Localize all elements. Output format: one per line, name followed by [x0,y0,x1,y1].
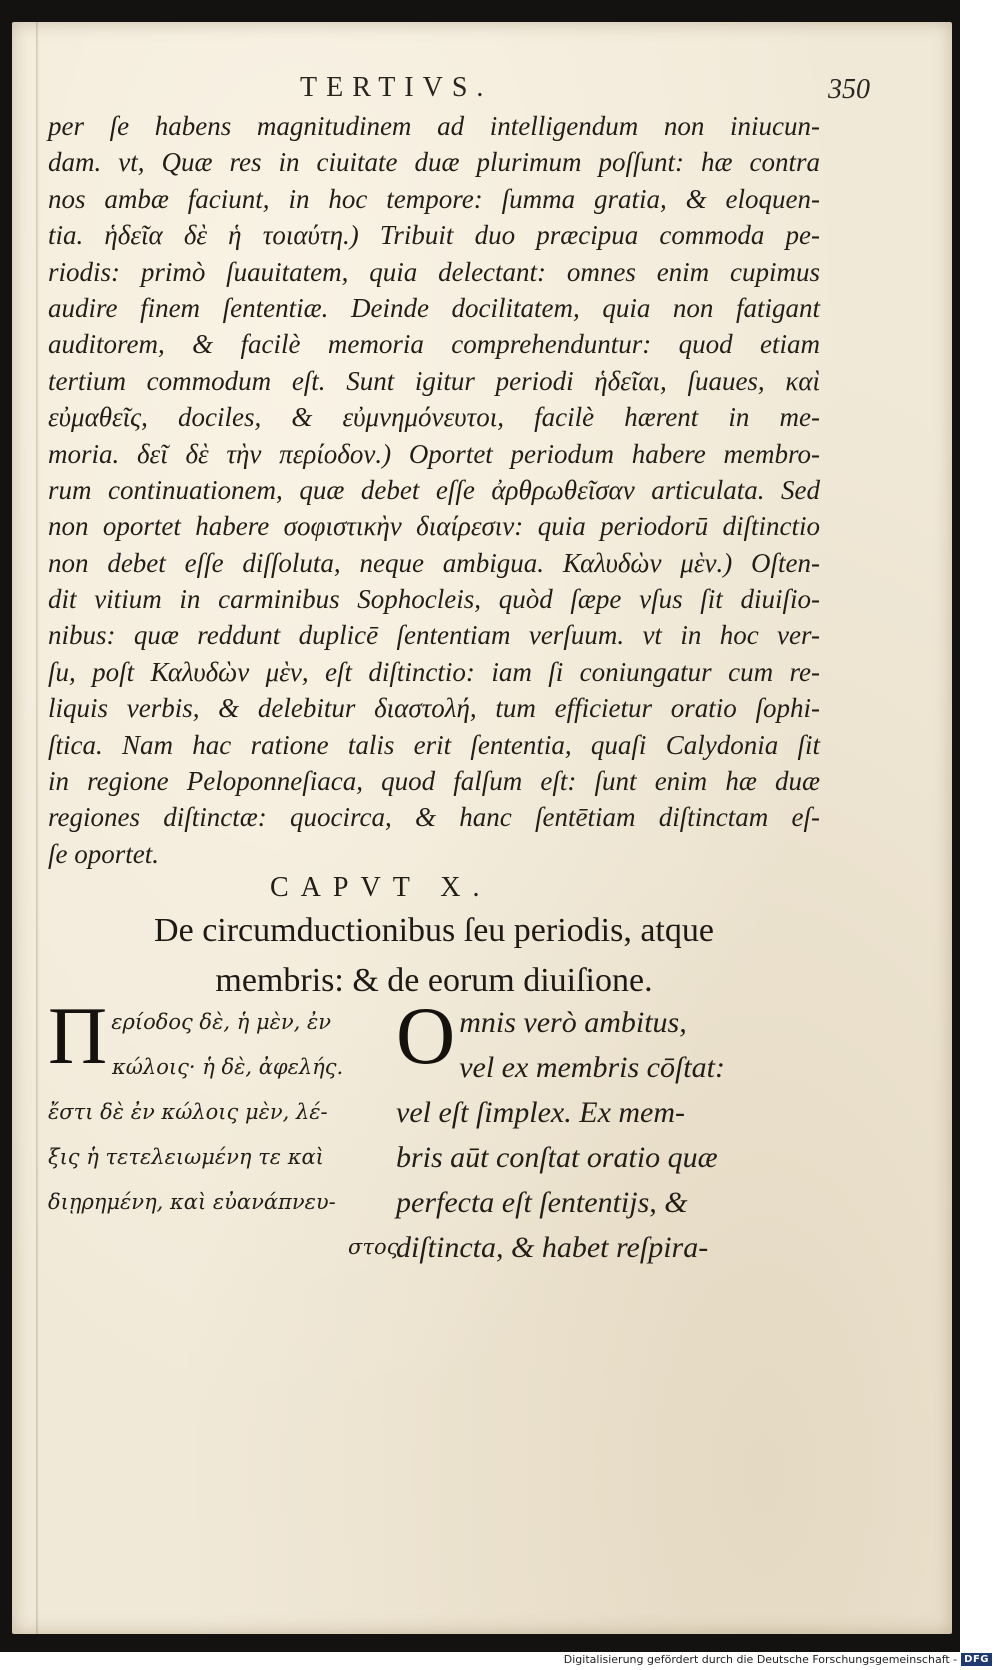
text-line: auditorem, & facilè memoria comprehenduntur: quod etiam [48,329,820,360]
text-line: tertium commodum eſt. Sunt igitur periodi ἡδεῖαι, ſuaues, καὶ [48,365,820,396]
text-line: rum continuationem, quæ debet eſſe ἀρθρωθεῖσαν articulata. Sed [48,474,820,505]
greek-line: κώλοις· ἡ δὲ, ἀφελής. [112,1055,344,1079]
greek-line: στος [348,1235,399,1259]
text-line: tia. ἡδεῖα δὲ ἡ τοιαύτη.) Tribuit duo præcipua commoda pe- [48,220,820,251]
text-line: dit vitium in carminibus Sophocleis, quòd ſæpe vſus ſit diuiſio- [48,584,820,615]
text-line: ſtica. Nam hac ratione talis erit ſententia, quaſi Calydonia ſit [48,729,820,760]
latin-line: vel ex membris cōſtat: [459,1051,725,1084]
latin-line: perfecta eſt ſententijs, & [396,1186,688,1219]
text-line: nos ambæ faciunt, in hoc tempore: ſumma gratia, & eloquen- [48,183,820,214]
text-line: audire finem ſententiæ. Deinde docilitatem, quia non fatigant [48,292,820,323]
latin-column [396,990,770,1270]
text-line: εὐμαθεῖς, dociles, & εὐμνημόνευτοι, facilè hærent in me- [48,402,820,433]
text-line: liquis verbis, & delebitur διαστολή, tum efficietur oratio ſophi- [48,693,820,724]
text-line: ſu, poſt Καλυδὼν μὲν, eſt diſtinctio: iam ſi coniungatur cum re- [48,656,820,687]
footer-credit: Digitalisierung gefördert durch die Deutsche Forschungsgemeinschaft - [563,1653,958,1666]
chapter-title-line: De circumductionibus ſeu periodis, atque [154,912,714,949]
latin-line: mnis verò ambitus, [459,1006,687,1039]
greek-line: διῃρημένη, καὶ εὐανάπνευ- [48,1190,336,1214]
text-line: in regione Peloponneſiaca, quod falſum eſt: ſunt enim hæ duæ [48,766,820,797]
greek-column [48,990,399,1270]
greek-drop-cap: Π [48,990,108,1081]
dfg-logo-icon: DFG [961,1653,992,1666]
text-line: riodis: primò ſuauitatem, quia delectant: omnes enim cupimus [48,256,820,287]
greek-line: ἔστι δὲ ἐν κώλοις μὲν, λέ- [48,1100,328,1124]
latin-line: vel eſt ſimplex. Ex mem- [396,1096,686,1129]
text-line: ſe oportet. [48,838,159,869]
digitization-footer [564,1653,992,1666]
commentary-text [48,108,820,872]
greek-line: ξις ἡ τετελειωμένη τε καὶ [48,1145,324,1169]
text-line: moria. δεῖ δὲ τὴν περίοδον.) Oportet periodum habere membro- [48,438,820,469]
page-header [300,72,870,112]
page-gutter-shadow [36,22,39,1634]
text-line: per ſe habens magnitudinem ad intelligendum non iniucun- [48,111,820,141]
text-line: non debet eſſe diſſoluta, neque ambigua. Καλυδὼν μὲν.) Oſten- [48,547,820,578]
text-line: regiones diſtinctæ: quocirca, & hanc ſentētiam diſtinctam eſ- [48,802,820,833]
latin-drop-cap: O [396,990,456,1081]
chapter-title-line: membris: & de eorum diuiſione. [215,962,653,999]
chapter-heading: CAPVT X. [270,872,492,903]
greek-line: ερίοδος δὲ, ἡ μὲν, ἐν [111,1010,332,1034]
latin-line: bris aūt conſtat oratio quæ [396,1141,718,1174]
running-head: TERTIVS. [300,72,493,103]
text-line: nibus: quæ reddunt duplicē ſententiam verſuum. vt in hoc ver- [48,620,820,651]
text-line: non oportet habere σοφιστικὴν διαίρεσιν: quia periodorū diſtinctio [48,511,820,542]
latin-line: diſtincta, & habet reſpira- [396,1231,709,1264]
page-number: 350 [828,74,870,105]
text-line: dam. vt, Quæ res in ciuitate duæ plurimum poſſunt: hæ contra [48,147,820,178]
